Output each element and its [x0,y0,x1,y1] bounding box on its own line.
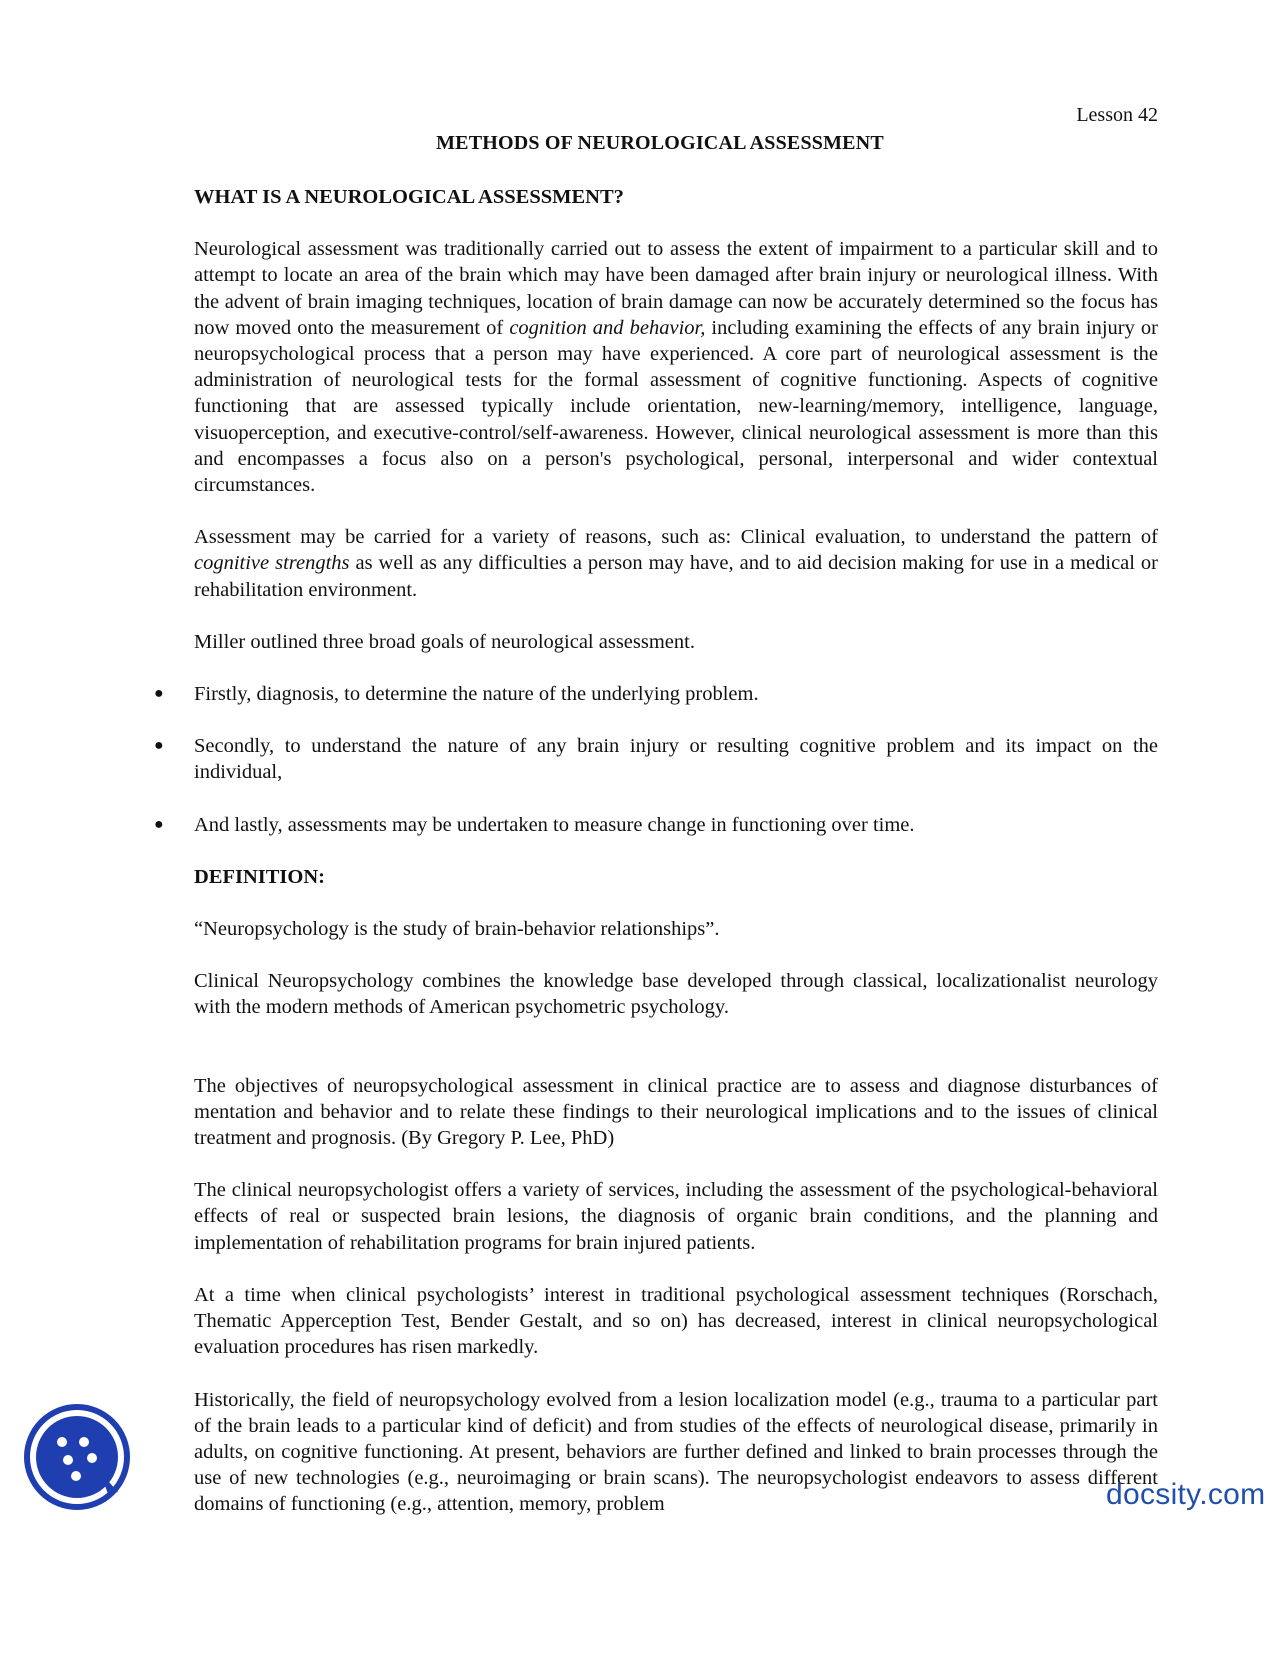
paragraph-history: Historically, the field of neuropsychology evolved from a lesion localization model (e.g., trauma to a particular part of the brain leads to a particular kind of deficit) and from studies of the effects of neurological disease, primarily in adults, on cognitive functioning. At present, behaviors are further defined and linked to brain processes through the use of new technologies (e.g., neuroimaging or brain scans). The neuropsychologist endeavors to assess different domains of functioning (e.g., attention, memory, problem [194,1388,1158,1516]
definition-heading: DEFINITION: [194,865,325,888]
goals-list [154,681,1158,838]
paragraph-services: The clinical neuropsychologist offers a variety of services, including the assessment of the psychological-behavioral effects of real or suspected brain lesions, the diagnosis of organic brain conditions, and the planning and implementation of rehabilitation programs for brain injured patients. [194,1179,1158,1254]
docsity-logo-icon [22,1402,132,1512]
bullet-icon: ● [154,685,164,703]
paragraph-interest: At a time when clinical psychologists’ interest in traditional psychological assessment techniques (Rorschach, Thematic Apperception Test, Bender Gestalt, and so on) has decreased, interest in clinical neuropsychological evaluation procedures has risen markedly. [194,1283,1158,1359]
page-title: METHODS OF NEUROLOGICAL ASSESSMENT [436,132,884,154]
document-body [154,184,1159,1544]
bullet-icon: ● [154,815,164,833]
paragraph-objectives: The objectives of neuropsychological assessment in clinical practice are to assess and diagnose disturbances of mentation and behavior and to relate these findings to their neurological implications and to the issues of clinical treatment and prognosis. (By Gregory P. Lee, PhD) [194,1074,1158,1150]
section-heading: WHAT IS A NEUROLOGICAL ASSESSMENT? [194,186,624,208]
docsity-watermark[interactable]: docsity.com [1106,1478,1266,1511]
list-item: ● Firstly, diagnosis, to determine the nature of the underlying problem. [194,681,1158,707]
paragraph-reasons: Assessment may be carried for a variety of reasons, such as: Clinical evaluation, to understand the pattern of cognitive strengths as well as any difficulties a person may have, and to aid decision making for use in a medical or rehabilitation environment. [194,526,1159,601]
list-item: ● Secondly, to understand the nature of any brain injury or resulting cognitive problem and its impact on the individual, [154,735,1158,784]
bullet-icon: ● [154,737,164,755]
list-item: ● And lastly, assessments may be undertaken to measure change in functioning over time. [194,812,1158,838]
paragraph-quote: “Neuropsychology is the study of brain-behavior relationships”. [194,918,720,941]
lesson-number: Lesson 42 [1076,104,1158,126]
spacer [194,1047,1158,1073]
paragraph-goals-intro: Miller outlined three broad goals of neurological assessment. [194,630,695,653]
paragraph-clinical: Clinical Neuropsychology combines the knowledge base developed through classical, localizationalist neurology with the modern methods of American psychometric psychology. [194,970,1158,1019]
paragraph-intro: Neurological assessment was traditionally carried out to assess the extent of impairment to a particular skill and to attempt to locate an area of the brain which may have been damaged after brain injury or neurological illness. With the advent of brain imaging techniques, location of brain damage can now be accurately determined so the focus has now moved onto the measurement of cognition and behavior, including examining the effects of any brain injury or neuropsychological process that a person may have experienced. A core part of neurological assessment is the administration of neurological tests for the formal assessment of cognitive functioning. Aspects of cognitive functioning that are assessed typically include orientation, new-learning/memory, intelligence, language, visuoperception, and executive-control/self-awareness. However, clinical neurological assessment is more than this and encompasses a focus also on a person's psychological, personal, interpersonal and wider contextual circumstances. [194,238,1158,497]
